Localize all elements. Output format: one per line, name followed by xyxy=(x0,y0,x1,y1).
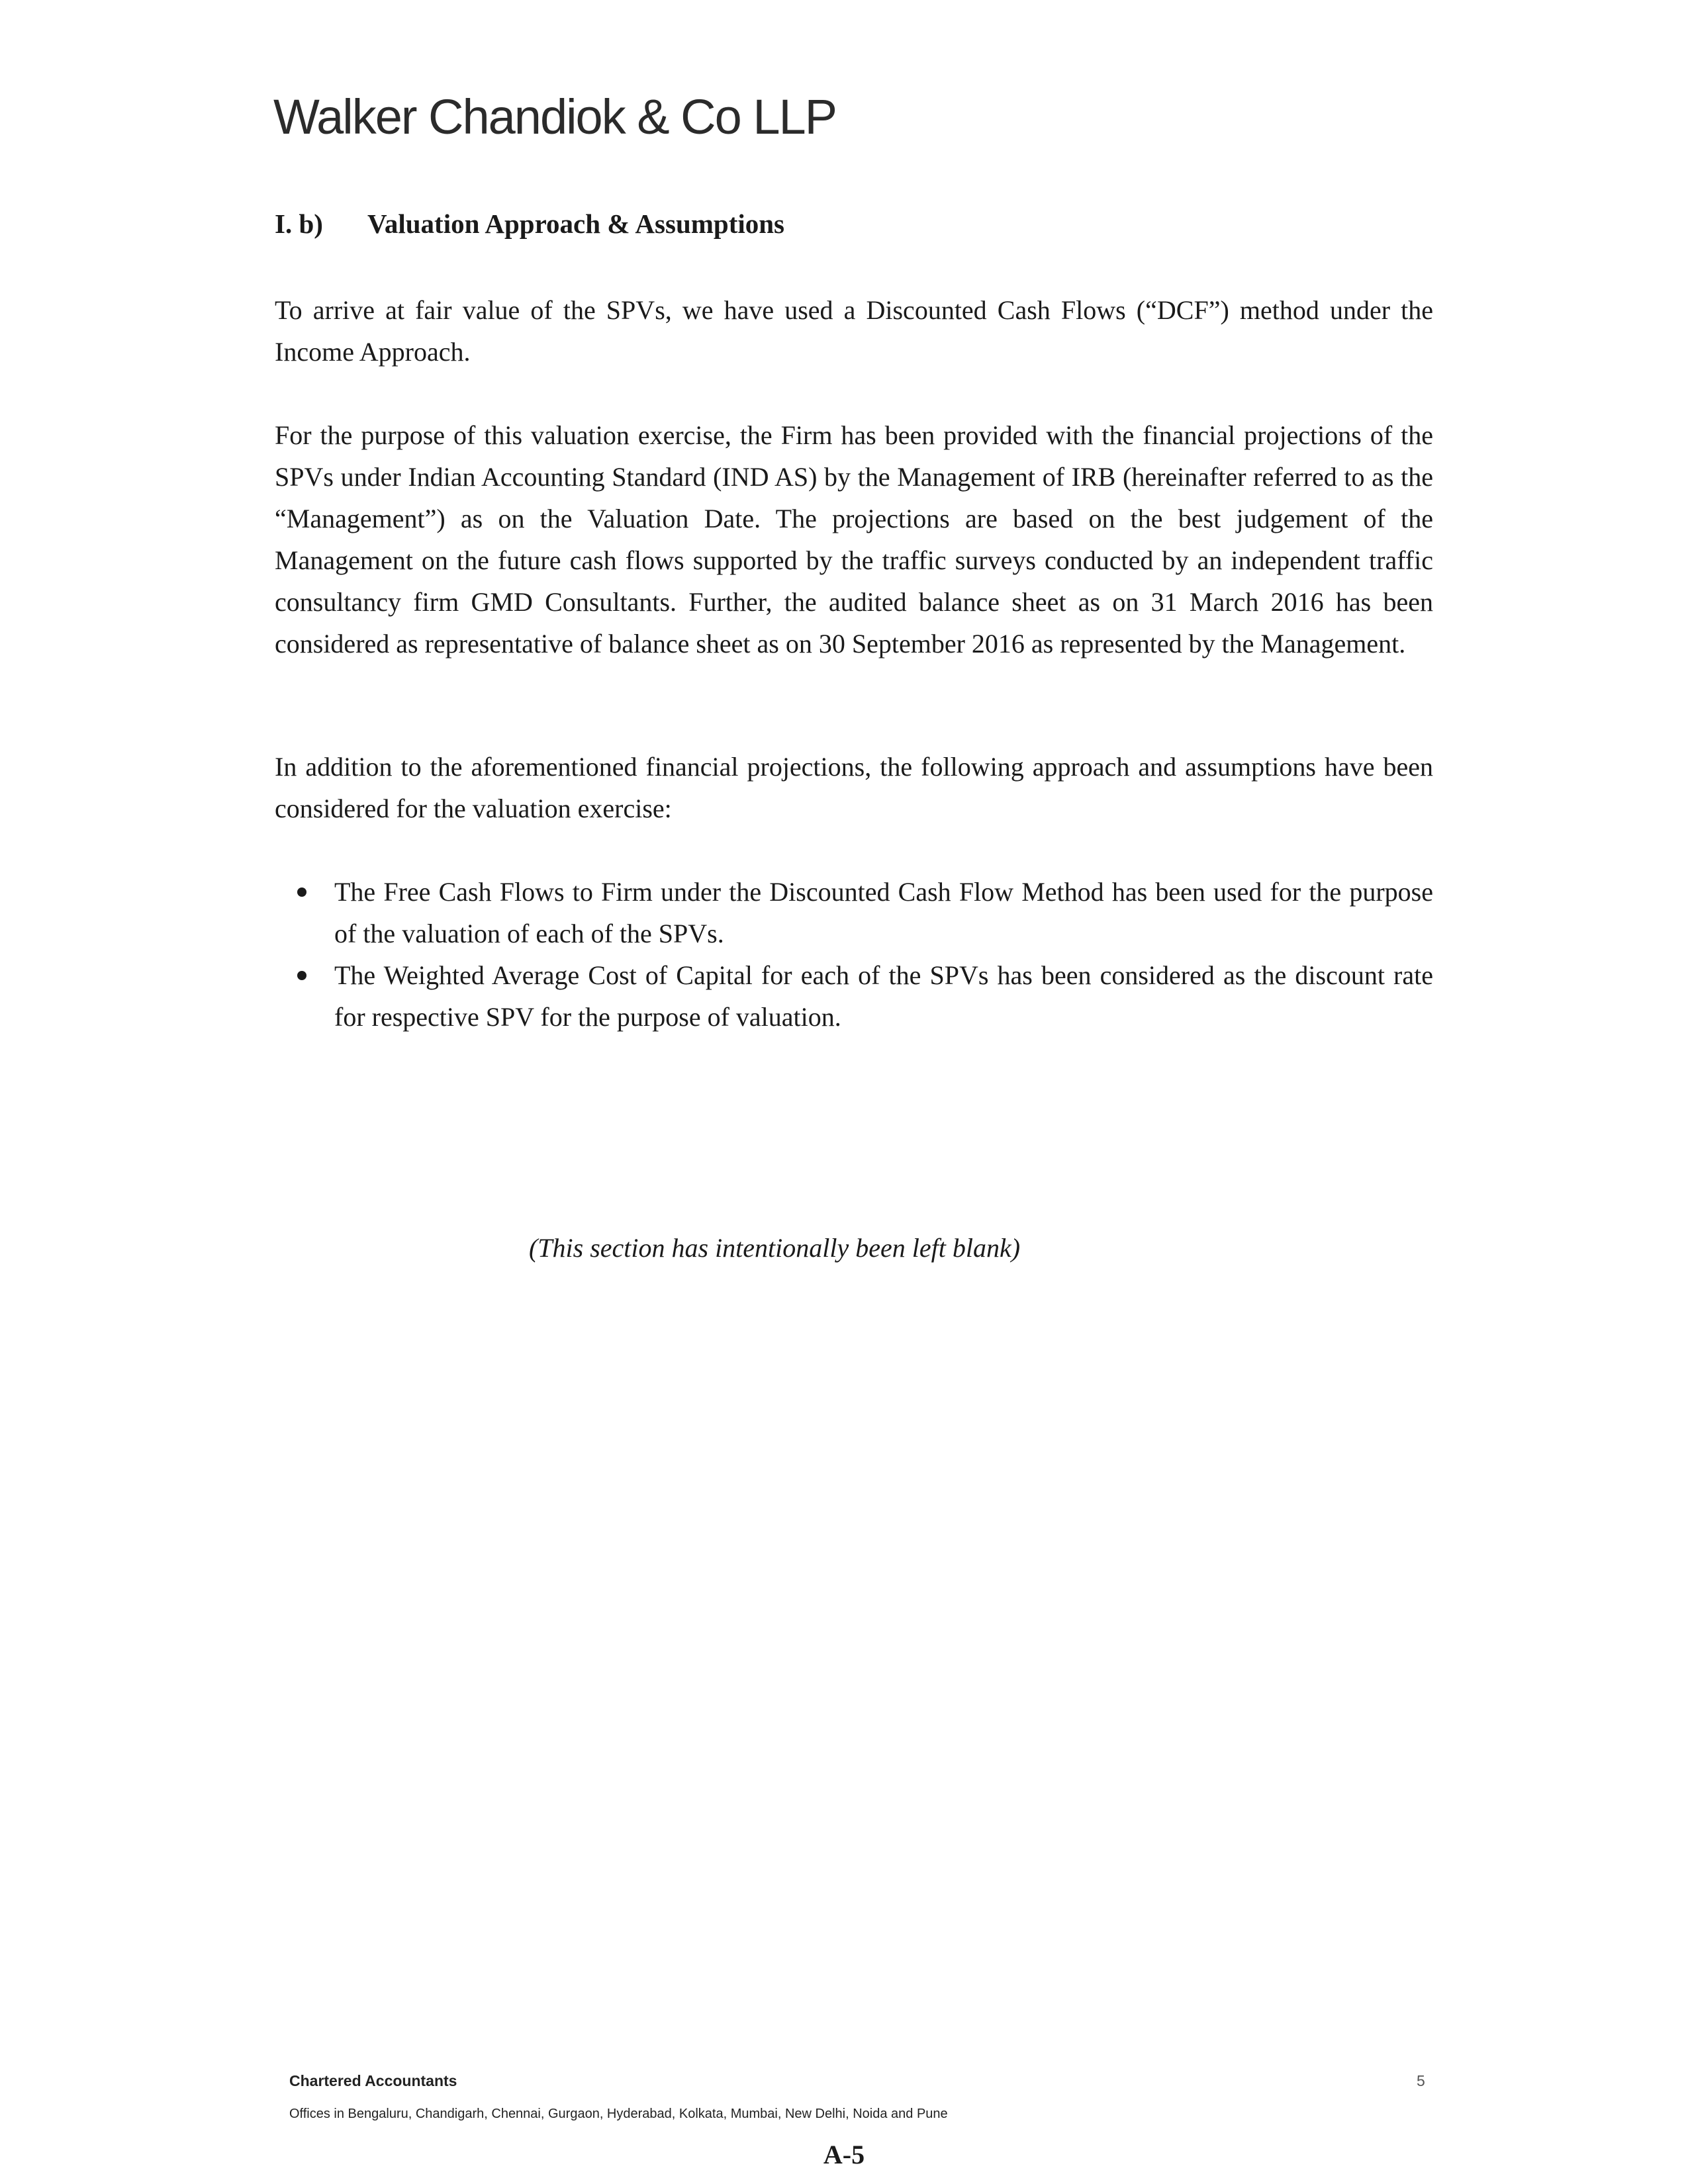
bullet-icon xyxy=(297,887,306,897)
paragraph-dcf-method: To arrive at fair value of the SPVs, we have used a Discounted Cash Flows (“DCF”) method under the Income Approach. xyxy=(275,295,1433,367)
assumptions-list xyxy=(275,871,1433,1038)
footer-page-number: 5 xyxy=(1417,2072,1425,2089)
footer-offices: Offices in Bengaluru, Chandigarh, Chennai, Gurgaon, Hyderabad, Kolkata, Mumbai, New Delhi, Noida and Pune xyxy=(289,2107,948,2121)
section-title: Valuation Approach & Assumptions xyxy=(367,208,785,239)
bullet-icon xyxy=(297,971,306,980)
list-item-text: The Free Cash Flows to Firm under the Discounted Cash Flow Method has been used for the purpose of the valuation of each of the SPVs. xyxy=(334,877,1433,948)
list-item xyxy=(275,871,1433,954)
firm-logo: Walker Chandiok & Co LLP xyxy=(273,89,837,144)
list-item-text: The Weighted Average Cost of Capital for each of the SPVs has been considered as the discount rate for respective SPV for the purpose of valuation. xyxy=(334,960,1433,1032)
section-heading xyxy=(275,210,784,238)
list-item xyxy=(275,954,1433,1038)
paragraph-assumptions-intro: In addition to the aforementioned financial projections, the following approach and assumptions have been considered for the valuation exercise: xyxy=(275,752,1433,823)
paragraph-financial-projections: For the purpose of this valuation exercise, the Firm has been provided with the financial projections of the SPVs under Indian Accounting Standard (IND AS) by the Management of IRB (hereinafter referred to as the “Management”) as on the Valuation Date. The projections are based on the best judgement of the Management on the future cash flows supported by the traffic surveys conducted by an independent traffic consultancy firm GMD Consultants. Further, the audited balance sheet as on 31 March 2016 has been considered as representative of balance sheet as on 30 September 2016 as represented by the Management. xyxy=(275,420,1433,659)
intentionally-blank-note: (This section has intentionally been left blank) xyxy=(528,1233,1021,1263)
section-number: I. b) xyxy=(275,208,323,239)
annex-page-number: A-5 xyxy=(823,2140,865,2169)
footer-label: Chartered Accountants xyxy=(289,2072,457,2089)
